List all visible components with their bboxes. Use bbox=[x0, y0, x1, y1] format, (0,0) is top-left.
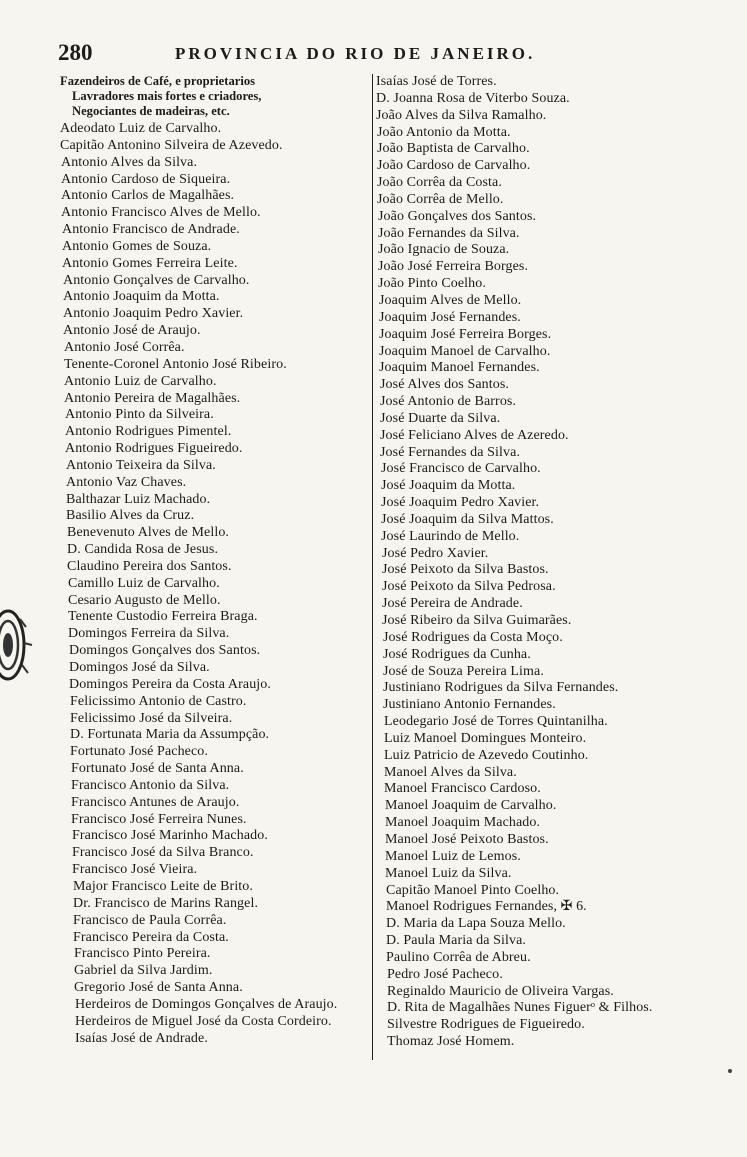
page-number: 280 bbox=[58, 40, 93, 65]
directory-entry: D. Maria da Lapa Souza Mello. bbox=[386, 916, 566, 932]
directory-entry: Francisco José Ferreira Nunes. bbox=[71, 811, 247, 827]
directory-entry: José Peixoto da Silva Bastos. bbox=[382, 562, 549, 578]
directory-entry: Manoel Luiz da Silva. bbox=[385, 865, 512, 881]
ink-speck-icon bbox=[727, 1068, 733, 1074]
directory-entry: Thomaz José Homem. bbox=[387, 1034, 515, 1050]
directory-entry: Pedro José Pacheco. bbox=[387, 966, 503, 982]
directory-entry: D. Fortunata Maria da Assumpção. bbox=[70, 727, 270, 743]
directory-entry: Justiniano Rodrigues da Silva Fernandes. bbox=[383, 680, 619, 696]
directory-entry: D. Candida Rosa de Jesus. bbox=[67, 542, 219, 558]
directory-entry: Antonio Pinto da Silveira. bbox=[65, 407, 214, 423]
directory-entry: Gabriel da Silva Jardim. bbox=[74, 963, 213, 979]
directory-entry: Manoel Joaquim Machado. bbox=[385, 815, 541, 831]
directory-entry: José Alves dos Santos. bbox=[380, 377, 509, 393]
directory-entry: Fortunato José Pacheco. bbox=[70, 744, 208, 760]
directory-entry: José Joaquim da Motta. bbox=[381, 478, 516, 494]
directory-entry: Manoel Luiz de Lemos. bbox=[385, 848, 521, 864]
directory-entry: Herdeiros de Miguel José da Costa Cordeiro. bbox=[75, 1013, 332, 1029]
directory-entry: Domingos José da Silva. bbox=[69, 660, 210, 675]
directory-entry: Francisco Antonio da Silva. bbox=[71, 777, 230, 793]
directory-entry: Domingos Ferreira da Silva. bbox=[68, 626, 230, 642]
directory-entry: José Francisco de Carvalho. bbox=[381, 461, 541, 477]
directory-entry: João Corrêa da Costa. bbox=[377, 175, 502, 191]
directory-entry: Domingos Gonçalves dos Santos. bbox=[69, 643, 261, 659]
directory-entry: Manoel Joaquim de Carvalho. bbox=[385, 798, 557, 814]
directory-entry: Claudino Pereira dos Santos. bbox=[67, 558, 232, 574]
directory-entry: José Fernandes da Silva. bbox=[380, 444, 521, 460]
directory-entry: Silvestre Rodrigues de Figueiredo. bbox=[387, 1017, 585, 1033]
directory-entry: José de Souza Pereira Lima. bbox=[383, 663, 544, 679]
directory-entry: Antonio Alves da Silva. bbox=[61, 154, 198, 170]
directory-entry: Adeodato Luiz de Carvalho. bbox=[60, 121, 222, 136]
directory-entry: Antonio Pereira de Magalhães. bbox=[64, 390, 241, 406]
directory-entry: João Pinto Coelho. bbox=[378, 276, 486, 292]
directory-entry: Antonio Rodrigues Pimentel. bbox=[65, 424, 232, 440]
heading-line: Negociantes de madeiras, etc. bbox=[72, 104, 230, 118]
directory-entry: José Pereira de Andrade. bbox=[382, 596, 523, 612]
directory-entry: João Baptista de Carvalho. bbox=[377, 141, 530, 157]
directory-entry: Antonio Gomes de Souza. bbox=[62, 238, 212, 254]
left-column bbox=[60, 74, 372, 1047]
directory-entry: Antonio Joaquim da Motta. bbox=[63, 289, 220, 305]
directory-entry: Francisco de Paula Corrêa. bbox=[73, 912, 227, 928]
directory-entry: José Ribeiro da Silva Guimarães. bbox=[382, 613, 572, 628]
directory-entry: Tenente-Coronel Antonio José Ribeiro. bbox=[64, 356, 287, 372]
directory-entry: Joaquim José Ferreira Borges. bbox=[379, 326, 552, 342]
directory-entry: Antonio Joaquim Pedro Xavier. bbox=[63, 306, 244, 322]
column-divider bbox=[372, 74, 373, 1060]
directory-entry: Luiz Manoel Domingues Monteiro. bbox=[384, 730, 587, 746]
directory-entry: Isaías José de Torres. bbox=[376, 74, 497, 89]
directory-entry: Joaquim Manoel Fernandes. bbox=[379, 360, 540, 376]
directory-entry: Capitão Antonino Silveira de Azevedo. bbox=[60, 137, 283, 153]
directory-entry: Felicissimo Antonio de Castro. bbox=[70, 693, 247, 709]
directory-entry: Manoel José Peixoto Bastos. bbox=[385, 831, 549, 847]
directory-entry: José Feliciano Alves de Azeredo. bbox=[380, 427, 569, 443]
directory-entry: Antonio José Corrêa. bbox=[64, 339, 185, 355]
directory-entry: Capitão Manoel Pinto Coelho. bbox=[386, 882, 560, 898]
directory-entry: Francisco Pinto Pereira. bbox=[74, 946, 211, 962]
heading-line: Fazendeiros de Café, e proprietarios bbox=[60, 74, 256, 88]
directory-entry: D. Rita de Magalhães Nunes Figuerᵒ & Filhos. bbox=[387, 1000, 653, 1016]
directory-entry: Joaquim Manoel de Carvalho. bbox=[379, 343, 551, 359]
directory-entry: Antonio José de Araujo. bbox=[63, 323, 201, 339]
right-column bbox=[376, 74, 716, 1051]
directory-entry: Antonio Teixeira da Silva. bbox=[66, 457, 216, 473]
ornament-fragment-icon bbox=[0, 605, 34, 685]
directory-entry: Reginaldo Mauricio de Oliveira Vargas. bbox=[387, 983, 614, 999]
directory-entry: Luiz Patricio de Azevedo Coutinho. bbox=[384, 747, 589, 763]
directory-entry: Manoel Rodrigues Fernandes, ✠ 6. bbox=[386, 899, 587, 915]
directory-entry: Francisco José Vieira. bbox=[72, 862, 198, 878]
directory-entry: Antonio Gonçalves de Carvalho. bbox=[63, 272, 250, 288]
directory-entry: José Joaquim Pedro Xavier. bbox=[381, 495, 540, 511]
directory-entry: José Antonio de Barros. bbox=[380, 394, 517, 410]
directory-entry: Paulino Corrêa de Abreu. bbox=[386, 949, 531, 965]
directory-entry: Joaquim José Fernandes. bbox=[379, 309, 521, 325]
directory-entry: Francisco Antunes de Araujo. bbox=[71, 794, 240, 810]
directory-entry: Antonio Vaz Chaves. bbox=[66, 474, 187, 490]
directory-entry: Joaquim Alves de Mello. bbox=[379, 292, 522, 308]
directory-entry: José Rodrigues da Cunha. bbox=[383, 646, 531, 662]
directory-entry: Benevenuto Alves de Mello. bbox=[67, 525, 230, 541]
directory-entry: Francisco José Marinho Machado. bbox=[72, 828, 268, 844]
directory-entry: Antonio Gomes Ferreira Leite. bbox=[62, 255, 238, 271]
directory-entry: Manoel Alves da Silva. bbox=[384, 764, 517, 780]
section-heading bbox=[60, 74, 372, 119]
directory-entry: Francisco José da Silva Branco. bbox=[72, 845, 254, 861]
directory-entry: João Fernandes da Silva. bbox=[378, 225, 520, 241]
directory-entry: Fortunato José de Santa Anna. bbox=[71, 761, 244, 777]
directory-entry: Isaías José de Andrade. bbox=[75, 1030, 208, 1046]
directory-entry: João Gonçalves dos Santos. bbox=[378, 208, 537, 224]
directory-entry: José Laurindo de Mello. bbox=[381, 528, 520, 544]
directory-entry: João Cardoso de Carvalho. bbox=[377, 158, 531, 174]
directory-entry: Francisco Pereira da Costa. bbox=[73, 929, 229, 945]
directory-entry: Domingos Pereira da Costa Araujo. bbox=[69, 676, 271, 692]
directory-entry: Manoel Francisco Cardoso. bbox=[384, 781, 541, 797]
heading-line: Lavradores mais fortes e criadores, bbox=[72, 89, 262, 103]
running-head: PROVINCIA DO RIO DE JANEIRO. bbox=[175, 44, 536, 63]
directory-entry: João Corrêa de Mello. bbox=[377, 191, 504, 207]
directory-entry: Camillo Luiz de Carvalho. bbox=[68, 575, 220, 591]
directory-entry: Antonio Rodrigues Figueiredo. bbox=[65, 441, 243, 457]
directory-entry: Leodegario José de Torres Quintanilha. bbox=[384, 714, 608, 730]
directory-entry: José Duarte da Silva. bbox=[380, 410, 501, 426]
directory-entry: Dr. Francisco de Marins Rangel. bbox=[73, 895, 259, 911]
directory-entry: João Antonio da Motta. bbox=[377, 124, 511, 140]
directory-entry: Antonio Luiz de Carvalho. bbox=[64, 373, 217, 389]
right-entry-list bbox=[376, 74, 716, 1051]
directory-entry: João Alves da Silva Ramalho. bbox=[376, 107, 547, 123]
directory-entry: D. Joanna Rosa de Viterbo Souza. bbox=[376, 90, 570, 106]
directory-entry: Herdeiros de Domingos Gonçalves de Araujo. bbox=[75, 996, 338, 1012]
directory-entry: Antonio Cardoso de Siqueira. bbox=[61, 171, 231, 187]
directory-entry: Justiniano Antonio Fernandes. bbox=[383, 697, 556, 713]
directory-entry: José Peixoto da Silva Pedrosa. bbox=[382, 579, 556, 595]
directory-entry: Antonio Carlos de Magalhães. bbox=[61, 188, 235, 204]
directory-entry: Basilio Alves da Cruz. bbox=[66, 508, 195, 524]
directory-entry: José Pedro Xavier. bbox=[382, 545, 489, 561]
directory-entry: Cesario Augusto de Mello. bbox=[68, 592, 221, 608]
directory-entry: Felicissimo José da Silveira. bbox=[70, 710, 233, 726]
directory-entry: José Rodrigues da Costa Moço. bbox=[383, 629, 563, 645]
directory-entry: José Joaquim da Silva Mattos. bbox=[381, 511, 554, 527]
directory-entry: Antonio Francisco Alves de Mello. bbox=[61, 205, 261, 221]
directory-entry: Major Francisco Leite de Brito. bbox=[73, 878, 253, 894]
directory-entry: João José Ferreira Borges. bbox=[378, 259, 529, 275]
directory-entry: Balthazar Luiz Machado. bbox=[66, 491, 211, 507]
directory-entry: Gregorio José de Santa Anna. bbox=[74, 980, 243, 996]
directory-entry: Tenente Custodio Ferreira Braga. bbox=[68, 609, 258, 625]
directory-entry: Antonio Francisco de Andrade. bbox=[62, 222, 240, 238]
directory-entry: João Ignacio de Souza. bbox=[378, 242, 510, 258]
directory-entry: D. Paula Maria da Silva. bbox=[386, 933, 527, 949]
left-entry-list bbox=[60, 121, 372, 1047]
